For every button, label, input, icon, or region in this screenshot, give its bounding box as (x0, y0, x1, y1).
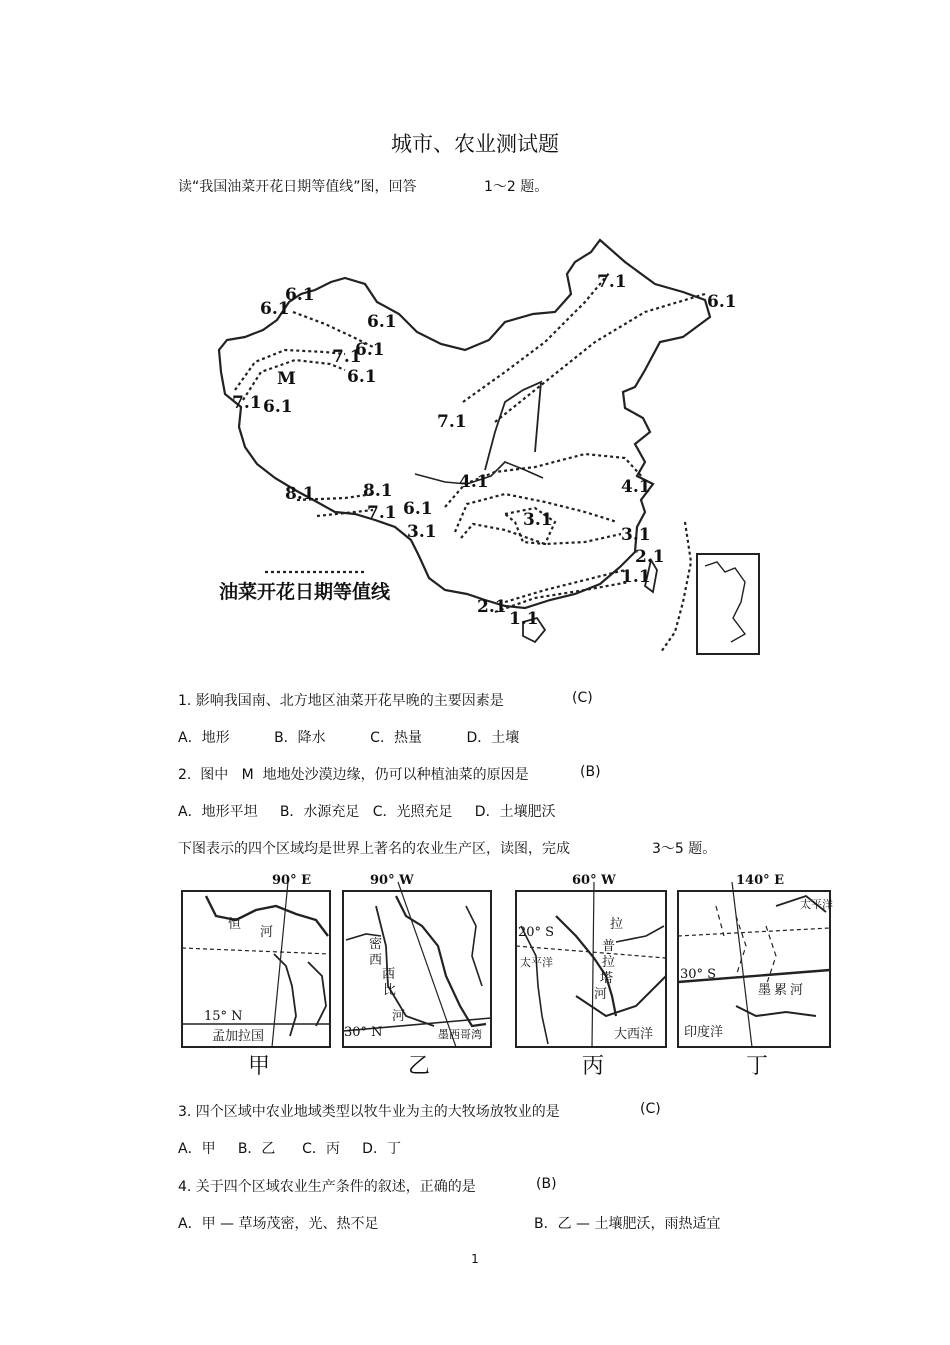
lon-label: 140° E (736, 873, 785, 888)
intro-1: 读“我国油菜开花日期等值线”图，回答 (178, 179, 417, 195)
legend-label: 油菜开花日期等值线 (219, 581, 391, 603)
isoline-label: 6.1 (355, 340, 385, 360)
isoline-label: 4.1 (621, 477, 651, 497)
q1-answer: (C) (572, 690, 593, 706)
isoline-label: 6.1 (367, 312, 397, 332)
isoline-label: 8.1 (285, 484, 315, 504)
region-yi-label: 西 (382, 967, 396, 982)
intro-1-range: 1～2 题。 (484, 179, 549, 195)
isoline-label: 7.1 (597, 272, 627, 292)
panel-name: 甲 (248, 1054, 271, 1079)
region-bing-label: 拉 (602, 955, 616, 970)
isoline-label: 1.1 (509, 609, 539, 629)
lon-label: 90° E (272, 873, 312, 888)
isoline-label: 7.1 (437, 412, 467, 432)
q3-options: A．甲 B．乙 C．丙 D．丁 (178, 1141, 401, 1157)
isoline-label: 6.1 (707, 292, 737, 312)
region-bing-label: 拉 (610, 917, 624, 932)
region-yi-label: 西 (369, 953, 383, 968)
isoline-label: 3.1 (523, 510, 553, 530)
q4-option-a: A．甲 — 草场茂密，光、热不足 (178, 1216, 379, 1232)
page-title: 城市、农业测试题 (391, 132, 559, 156)
region-yi-label: 比 (383, 983, 397, 998)
isoline-label: 7.1 (367, 503, 397, 523)
isoline-label: 3.1 (407, 522, 437, 542)
q2-answer: (B) (580, 764, 601, 780)
south-china-sea-inset (697, 554, 759, 654)
region-bing-label: 塔 (600, 971, 614, 986)
lon-label: 90° W (370, 873, 414, 888)
region-jia-lat: 15° N (204, 1009, 243, 1024)
region-bing-lat: 20° S (518, 925, 555, 940)
region-jia-label: 恒 (228, 917, 242, 932)
lon-label: 60° W (572, 873, 616, 888)
region-bing-label: 普 (602, 939, 616, 954)
intro-2-range: 3～5 题。 (652, 841, 717, 857)
panel-name: 丁 (746, 1054, 769, 1079)
isoline-label: 7.1 (332, 347, 362, 367)
isoline-label: 6.1 (403, 499, 433, 519)
region-yi-label: 密 (369, 937, 383, 952)
region-ding-extra: 太平洋 (800, 898, 833, 911)
q2-stem: 2. 图中 M 地地处沙漠边缘，仍可以种植油菜的原因是 (178, 767, 529, 783)
isoline-label: 6.1 (263, 397, 293, 417)
region-marker-M: M (277, 369, 296, 389)
panel-name: 丙 (582, 1054, 605, 1079)
region-ding-place: 印度洋 (684, 1025, 724, 1040)
region-yi-place: 墨西哥湾 (438, 1028, 482, 1041)
region-yi-lat: 30° N (344, 1025, 383, 1040)
region-ding-lat: 30° S (680, 967, 717, 982)
region-bing-label: 河 (594, 987, 608, 1002)
region-bing-place: 大西洋 (614, 1027, 654, 1042)
q4-answer: (B) (536, 1176, 557, 1192)
isoline-label: 2.1 (635, 547, 665, 567)
region-jia-place: 孟加拉国 (212, 1029, 265, 1044)
region-yi-label: 河 (392, 1009, 406, 1024)
region-ding-label: 河 (790, 983, 804, 998)
isoline-label: 1.1 (621, 567, 651, 587)
isoline-label: 6.1 (285, 285, 315, 305)
isoline (495, 294, 705, 422)
page-number: 1 (471, 1252, 479, 1266)
q3-stem: 3. 四个区域中农业地域类型以牧牛业为主的大牧场放牧业的是 (178, 1104, 560, 1120)
panel-yi (343, 891, 491, 1047)
intro-2: 下图表示的四个区域均是世界上著名的农业生产区，读图，完成 (178, 841, 570, 857)
isoline-label: 3.1 (621, 525, 651, 545)
panel-bing (516, 891, 666, 1047)
region-ding-label: 墨 (758, 983, 772, 998)
isoline-label: 4.1 (459, 472, 489, 492)
q3-answer: (C) (640, 1101, 661, 1117)
region-jia-label: 河 (260, 925, 274, 940)
isoline (661, 522, 691, 652)
isoline-label: 6.1 (347, 367, 377, 387)
q4-option-b: B．乙 — 土壤肥沃，雨热适宜 (534, 1216, 721, 1232)
region-ding-label: 累 (774, 983, 788, 998)
q1-options: A．地形 B．降水 C．热量 D．土壤 (178, 730, 520, 746)
q4-stem: 4. 关于四个区域农业生产条件的叙述，正确的是 (178, 1179, 476, 1195)
q2-options: A．地形平坦 B．水源充足 C．光照充足 D．土壤肥沃 (178, 804, 556, 820)
panel-name: 乙 (408, 1054, 431, 1079)
china-rapeseed-map (205, 222, 770, 662)
isoline-label: 8.1 (363, 481, 393, 501)
isoline (463, 272, 610, 402)
isoline-label: 6.1 (260, 299, 290, 319)
region-bing-extra: 太平洋 (520, 956, 553, 969)
four-regions-figure (176, 866, 846, 1081)
isoline-label: 7.1 (232, 393, 262, 413)
q1-stem: 1. 影响我国南、北方地区油菜开花早晚的主要因素是 (178, 693, 504, 709)
isoline-label: 2.1 (477, 597, 507, 617)
